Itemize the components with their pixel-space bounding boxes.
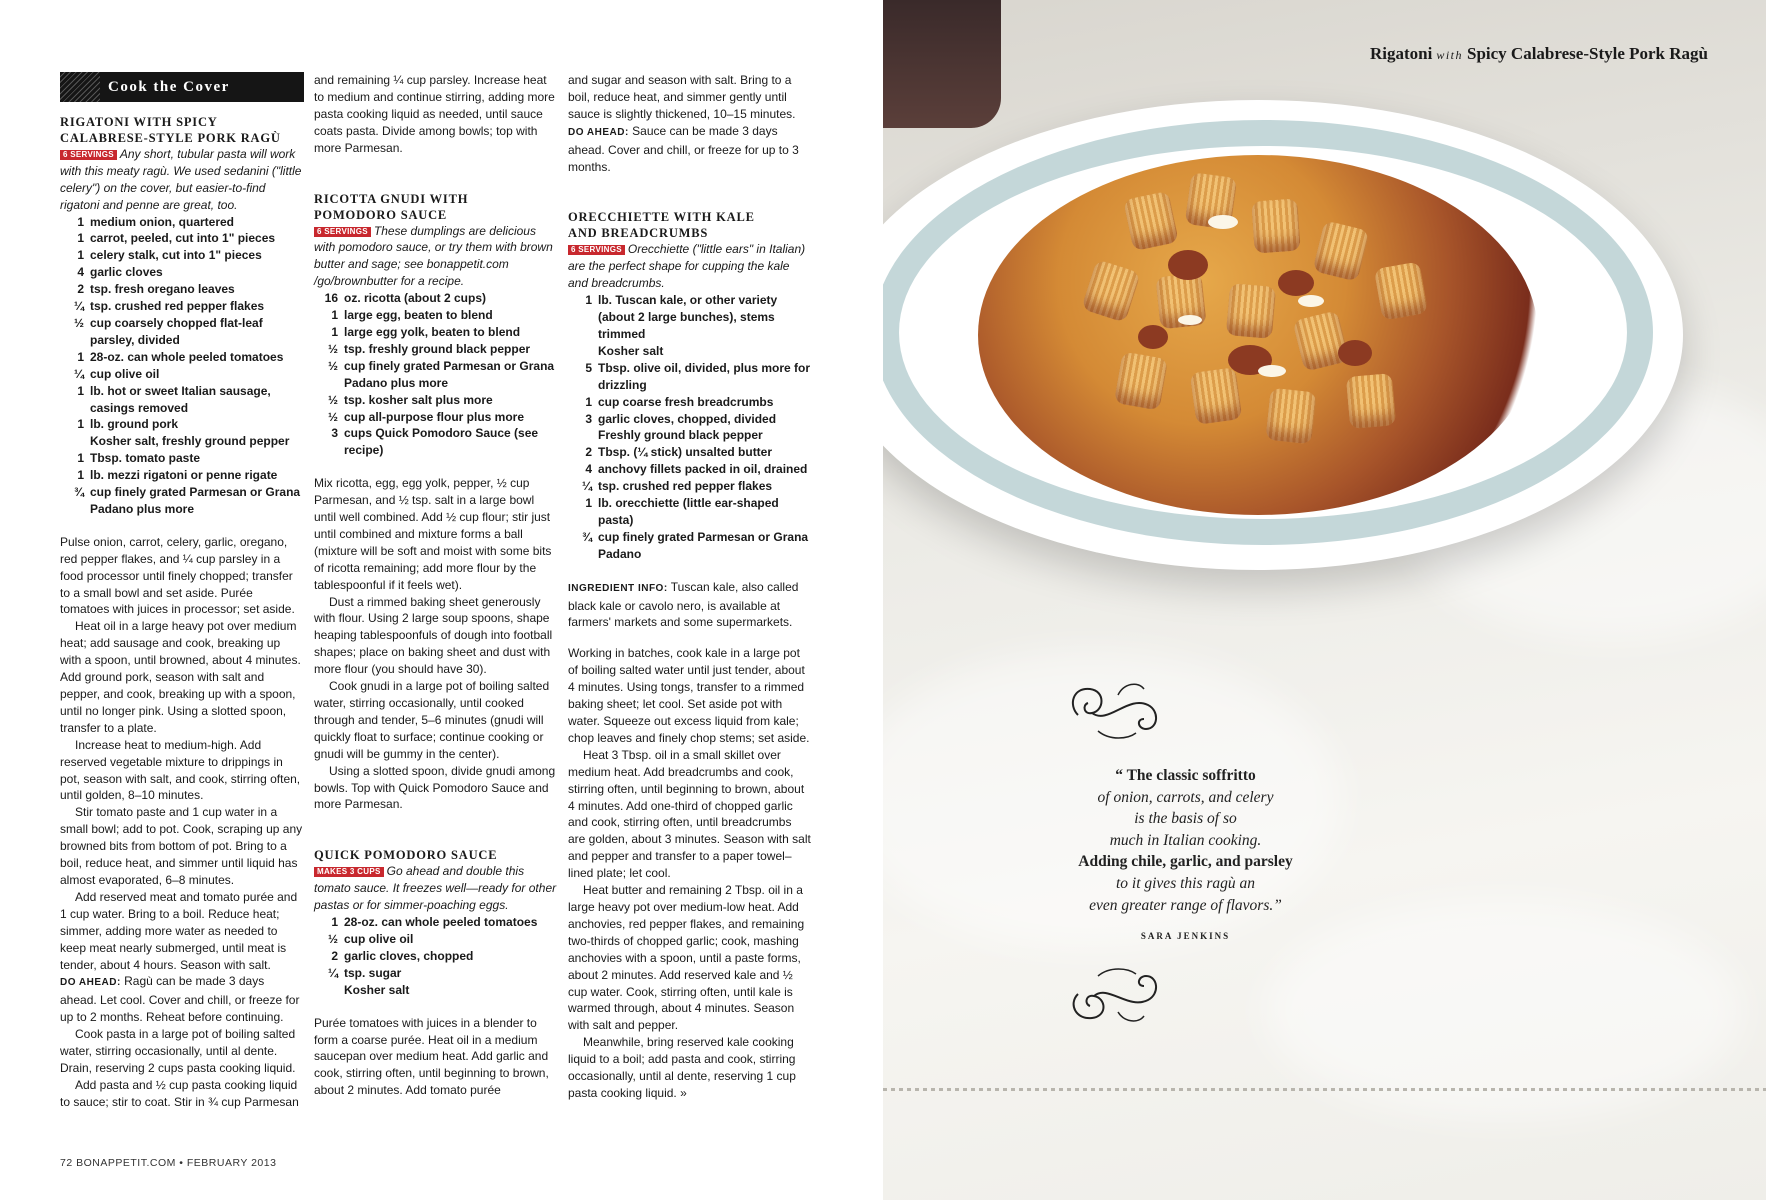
servings-badge: 6 SERVINGS [568, 245, 625, 255]
ingredient-item [60, 264, 304, 281]
ingredient-quantity: 1 [331, 308, 338, 323]
ingredient-item [568, 444, 812, 461]
rigatoni [1123, 191, 1179, 251]
method-paragraph: Mix ricotta, egg, egg yolk, pepper, ½ cup Parmesan, and ½ tsp. salt in a large bowl until well combined. Add ½ cup flour; stir just until combined and mixture forms a ball (mixture will be soft and moist with some bits of ricotta remaining; add more flour by the tablespoonful if it feels wet). [314, 476, 552, 592]
ingredient-item [314, 409, 558, 426]
ingredient-item [568, 529, 812, 563]
ingredient-text: cup all-purpose flour plus more [344, 409, 525, 424]
ingredient-item [314, 965, 558, 982]
ingredient-quantity: 1 [77, 383, 84, 398]
ingredient-text: large egg, beaten to blend [344, 308, 493, 323]
rigatoni [1312, 220, 1369, 282]
ingredient-quantity: 3 [585, 411, 592, 426]
recipe-intro: 6 SERVINGS These dumplings are delicious with pomodoro sauce, or try them with brown butter and sage; see bonappetit.com /go/brownbutter for a recipe. [314, 223, 553, 289]
ingredient-quantity: 2 [585, 445, 592, 460]
ingredient-item [60, 433, 304, 450]
cook-the-cover-banner: Cook the Cover [60, 72, 304, 102]
quote-line: much in Italian cooking. [1109, 831, 1262, 849]
ingredient-quantity: ½ [327, 341, 338, 356]
ingredient-quantity: ½ [73, 315, 84, 330]
ingredient-text: cup olive oil [90, 366, 160, 381]
quote-author: SARA JENKINS [1140, 931, 1231, 942]
method-paragraph: Pulse onion, carrot, celery, garlic, oregano, red pepper flakes, and ¼ cup parsley in a food processor until finely chopped; transfer to a small bowl and set aside. Purée tomatoes with juices in processor; set aside. [60, 534, 295, 617]
ingredient-item [314, 914, 558, 931]
ingredient-item [568, 292, 812, 343]
method-steps [314, 475, 558, 813]
method-steps-continued [60, 1026, 304, 1111]
method-paragraph: Stir tomato paste and 1 cup water in a small bowl; add to pot. Cook, scraping up any browned bits from bottom of pot. Bring to a boil, reduce heat, and simmer until liquid has almost evaporated, 6–8 minutes. [60, 805, 303, 887]
ingredient-quantity: 1 [77, 468, 84, 483]
ingredient-text: cups Quick Pomodoro Sauce (see recipe) [344, 426, 539, 458]
method-paragraph: Dust a rimmed baking sheet generously with flour. Using 2 large soup spoons, shape heaping tablespoonfuls of dough into football shapes; place on baking sheet and dust with more flour (you should have 30). [314, 594, 553, 677]
ingredient-text: carrot, peeled, cut into 1" pieces [90, 231, 276, 246]
ingredient-quantity: 16 [324, 291, 338, 306]
ingredient-quantity: 1 [585, 394, 592, 409]
recipe-intro: 6 SERVINGS Any short, tubular pasta will work with this meaty ragù. We used sedanini ("little celery") on the cover, but easier-to-find rigatoni and penne are great, too. [60, 146, 302, 212]
ingredient-quantity: 1 [77, 417, 84, 432]
ingredient-info: INGREDIENT INFO: Tuscan kale, also called black kale or cavolo nero, is available at farmers' markets and some supermarkets. [568, 579, 799, 630]
quote-line: to it gives this ragù an [1115, 874, 1256, 892]
method-paragraph: Increase heat to medium-high. Add reserved vegetable mixture to drippings in pot, season with salt, and cook, stirring often, until golden, 8–10 minutes. [60, 737, 301, 803]
ingredient-item [60, 467, 304, 484]
servings-badge: 6 SERVINGS [60, 150, 117, 160]
rigatoni [1265, 388, 1316, 445]
ingredient-text: garlic cloves, chopped [344, 948, 474, 963]
ingredient-item [568, 394, 812, 411]
method-continued: and remaining ¼ cup parsley. Increase heat to medium and continue stirring, adding more pasta cooking liquid as needed, until sauce coats pasta. Divide among bowls; top with more Parmesan. [314, 73, 555, 155]
ingredient-quantity: 1 [77, 214, 84, 229]
ingredient-item [60, 281, 304, 298]
ingredient-text: cup coarsely chopped flat-leaf parsley, divided [90, 315, 263, 347]
ingredient-text: lb. ground pork [90, 417, 178, 432]
ingredient-text: large egg yolk, beaten to blend [344, 324, 521, 339]
ingredient-item [314, 324, 558, 341]
ingredient-quantity: ¼ [327, 965, 338, 980]
ingredient-text: cup olive oil [344, 931, 414, 946]
ingredient-item [60, 230, 304, 247]
ingredient-quantity: ¾ [581, 529, 592, 544]
ingredient-quantity: 1 [331, 324, 338, 339]
ingredient-quantity: 3 [331, 426, 338, 441]
method-step: Purée tomatoes with juices in a blender to form a coarse purée. Heat oil in a medium saucepan over medium heat. Add garlic and cook, stirring often, until beginning to brown, about 2 minutes. Add tomato purée [314, 1015, 549, 1098]
page-folio: 72 BONAPPETIT.COM • FEBRUARY 2013 [60, 1157, 277, 1169]
ingredient-quantity: ¾ [73, 485, 84, 500]
ingredient-quantity: ½ [327, 392, 338, 407]
ingredient-item [314, 931, 558, 948]
ingredient-text: Tbsp. tomato paste [90, 451, 201, 466]
ingredient-quantity: 4 [585, 462, 592, 477]
recipe-title-orecchiette: ORECCHIETTE WITH KALE AND BREADCRUMBS [568, 210, 755, 241]
parmesan [1258, 365, 1286, 377]
do-ahead-note: DO AHEAD: Ragù can be made 3 days ahead. Let cool. Cover and chill, or freeze for up to 2 months. Reheat before continuing. [60, 974, 300, 1025]
ingredient-item [60, 366, 304, 383]
ingredient-quantity: 2 [77, 282, 84, 297]
method-paragraph: Add reserved meat and tomato purée and 1 cup water. Bring to a boil. Reduce heat; simmer, adding more water as needed to keep meat nearly submerged, until meat is tender, about 4 hours. Season with salt. [60, 889, 298, 972]
ragu-crumb [1338, 340, 1372, 366]
ingredient-item [60, 315, 304, 349]
method-paragraph: Cook gnudi in a large pot of boiling salted water, stirring occasionally, until cooked through and tender, 5–6 minutes (gnudi will quickly float to surface; continue cooking or gnudi will be gummy in the center). [314, 679, 550, 761]
ingredient-text: tsp. kosher salt plus more [344, 392, 493, 407]
flourish-ornament-top [1058, 675, 1178, 745]
ingredient-item [568, 461, 812, 478]
ingredient-list [314, 290, 558, 459]
ingredient-text: oz. ricotta (about 2 cups) [344, 291, 487, 306]
quote-line: Adding chile, garlic, and parsley [1078, 853, 1293, 871]
method-paragraph: Working in batches, cook kale in a large pot of boiling salted water until just tender, about 4 minutes. Using tongs, transfer to a rimmed baking sheet; let cool. Set aside pot with water. Squeeze out excess liquid from kale; chop leaves and finely chop stems; set aside. [568, 646, 810, 745]
ingredient-item [60, 383, 304, 417]
ingredient-text: cup finely grated Parmesan or Grana Padano plus more [344, 358, 555, 390]
ingredient-text: Tbsp. (¼ stick) unsalted butter [598, 445, 773, 460]
ingredient-text: cup coarse fresh breadcrumbs [598, 394, 774, 409]
ingredient-item [60, 450, 304, 467]
ingredient-text: celery stalk, cut into 1" pieces [90, 248, 262, 263]
ingredient-text: cup finely grated Parmesan or Grana Padano [598, 529, 809, 561]
ingredient-item [60, 484, 304, 518]
method-paragraph: Heat butter and remaining 2 Tbsp. oil in a large heavy pot over medium-low heat. Add anchovies, red pepper flakes, and remaining two-thirds of chopped garlic; cook, mashing anchovies with a spoon, until a paste forms, about 2 minutes. Add reserved kale and ½ cup water. Cook, stirring often, until kale is warmed through, about 4 minutes. Season with salt and pepper. [568, 883, 805, 1033]
recipe-title-pomodoro: QUICK POMODORO SAUCE [314, 848, 498, 863]
pasta-ragu [978, 155, 1538, 515]
ingredient-item [568, 343, 812, 360]
ragu-crumb [1278, 270, 1314, 296]
text-column-3 [568, 72, 812, 1102]
wine-glass [883, 0, 1001, 128]
text-column-1 [60, 72, 304, 1111]
method-paragraph: Using a slotted spoon, divide gnudi among bowls. Top with Quick Pomodoro Sauce and more Parmesan. [314, 763, 556, 812]
recipe-intro: MAKES 3 CUPS Go ahead and double this tomato sauce. It freezes well—ready for other pastas or for simmer-poaching eggs. [314, 864, 557, 913]
method-continued: and sugar and season with salt. Bring to a boil, reduce heat, and simmer gently until sauce is slightly thickened, 10–15 minutes. DO AHEAD: Sauce can be made 3 days ahead. Cover and chill, or freeze for up to 3 months. [568, 73, 799, 174]
ingredient-quantity: 2 [331, 948, 338, 963]
recipe-title-gnudi: RICOTTA GNUDI WITH POMODORO SAUCE [314, 191, 469, 222]
ingredient-quantity: 5 [585, 360, 592, 375]
ingredient-quantity: ¼ [73, 299, 84, 314]
ingredient-quantity: 1 [77, 451, 84, 466]
ingredient-text: tsp. freshly ground black pepper [344, 341, 531, 356]
yield-badge: MAKES 3 CUPS [314, 867, 384, 877]
parmesan [1208, 215, 1238, 229]
ingredient-item [314, 425, 558, 459]
ingredient-item [314, 358, 558, 392]
rigatoni [1251, 198, 1301, 253]
quote-line: even greater range of flavors.” [1089, 896, 1282, 914]
ingredient-list [314, 914, 558, 999]
ingredient-text: tsp. fresh oregano leaves [90, 282, 235, 297]
ingredient-item [314, 290, 558, 307]
ingredient-text: cup finely grated Parmesan or Grana Padano plus more [90, 485, 301, 516]
ingredient-item [568, 478, 812, 495]
method-paragraph: Cook pasta in a large pot of boiling salted water, stirring occasionally, until al dente. Drain, reserving 2 cups pasta cooking liquid. [60, 1027, 296, 1075]
rigatoni [1346, 373, 1396, 429]
recipe-title-rigatoni: RIGATONI WITH SPICY CALABRESE-STYLE PORK RAGÙ [60, 114, 281, 145]
parmesan [1178, 315, 1202, 325]
ingredient-text: tsp. crushed red pepper flakes [90, 299, 265, 314]
rigatoni [1374, 261, 1428, 320]
ingredient-text: lb. orecchiette (little ear-shaped pasta) [598, 496, 779, 527]
text-column-2 [314, 72, 558, 1099]
ragu-crumb [1138, 325, 1168, 349]
ingredient-item [314, 341, 558, 358]
ingredient-text: 28-oz. can whole peeled tomatoes [344, 915, 538, 930]
ingredient-item [314, 392, 558, 409]
servings-badge: 6 SERVINGS [314, 227, 371, 237]
ingredient-text: lb. hot or sweet Italian sausage, casings removed [90, 383, 271, 415]
ingredient-quantity: 1 [77, 349, 84, 364]
ingredient-text: tsp. crushed red pepper flakes [598, 479, 773, 494]
ingredient-text: Kosher salt [344, 982, 410, 997]
ingredient-text: medium onion, quartered [90, 214, 235, 229]
ingredient-text: lb. mezzi rigatoni or penne rigate [90, 468, 278, 483]
ingredient-quantity: ½ [327, 409, 338, 424]
ingredient-quantity: ¼ [73, 366, 84, 381]
ingredient-quantity: 1 [331, 915, 338, 930]
ingredient-text: tsp. sugar [344, 965, 402, 980]
ingredient-text: Tbsp. olive oil, divided, plus more for drizzling [598, 360, 811, 392]
ingredient-quantity: 4 [77, 265, 84, 280]
ingredient-quantity: 1 [585, 293, 592, 308]
recipe-intro: 6 SERVINGS Orecchiette ("little ears" in Italian) are the perfect shape for cupping the kale and breadcrumbs. [568, 242, 806, 291]
ingredient-text: anchovy fillets packed in oil, drained [598, 462, 808, 477]
ingredient-quantity: ¼ [581, 479, 592, 494]
ingredient-item [314, 948, 558, 965]
spread-title: Rigatoni with Spicy Calabrese-Style Pork Ragù [1369, 44, 1708, 63]
ingredient-text: Kosher salt, freshly ground pepper [90, 434, 290, 449]
pull-quote [973, 765, 1398, 948]
rigatoni [1114, 351, 1168, 410]
ingredient-item [60, 416, 304, 433]
ingredient-item [314, 982, 558, 999]
ingredient-item [60, 247, 304, 264]
rigatoni [1292, 310, 1349, 372]
ingredient-text: 28-oz. can whole peeled tomatoes [90, 349, 284, 364]
quote-line: of onion, carrots, and celery [1097, 788, 1274, 806]
method-steps [60, 534, 304, 974]
ingredient-quantity: 1 [77, 231, 84, 246]
photo-page [883, 0, 1766, 1200]
ingredient-quantity: ½ [327, 358, 338, 373]
rigatoni [1190, 367, 1243, 425]
ingredient-text: garlic cloves [90, 265, 163, 280]
method-paragraph: Meanwhile, bring reserved kale cooking liquid to a boil; add pasta and cook, stirring occasionally, until al dente, reserving 1 cup pasta cooking liquid. » [568, 1035, 796, 1100]
ingredient-text: lb. Tuscan kale, or other variety (about 2 large bunches), stems trimmed [598, 293, 778, 341]
ingredient-item [60, 349, 304, 366]
ingredient-item [60, 214, 304, 231]
ingredient-item [568, 495, 812, 529]
ingredient-text: Freshly ground black pepper [598, 428, 763, 443]
ingredient-item [568, 411, 812, 428]
ingredient-text: garlic cloves, chopped, divided [598, 411, 777, 426]
method-paragraph: Heat oil in a large heavy pot over medium heat; add sausage and cook, breaking up with a spoon, until browned, about 4 minutes. Add ground pork, season with salt and pepper, and cook, breaking up with a spoon, until no longer pink. Using a slotted spoon, transfer to a plate. [60, 619, 301, 735]
quote-line: is the basis of so [1134, 810, 1237, 828]
ingredient-text: Kosher salt [598, 343, 664, 358]
method-paragraph: Heat 3 Tbsp. oil in a small skillet over medium heat. Add breadcrumbs and cook, stirring often, until beginning to brown, about 4 minutes. Add one-third of chopped garlic and cook, stirring often, until breadcrumbs are golden, about 3 minutes. Season with salt and pepper and transfer to a paper towel–lined plate; let cool. [568, 747, 811, 881]
rigatoni [1081, 259, 1141, 323]
ingredient-quantity: 1 [77, 248, 84, 263]
ragu-crumb [1168, 250, 1208, 280]
method-paragraph: Add pasta and ½ cup pasta cooking liquid to sauce; stir to coat. Stir in ¾ cup Parmesan [60, 1077, 299, 1109]
ingredient-item [60, 298, 304, 315]
ingredient-item [314, 307, 558, 324]
quote-text [973, 765, 1398, 916]
flourish-ornament-bottom [1058, 960, 1178, 1030]
ingredient-list [60, 214, 304, 518]
rigatoni [1226, 283, 1276, 339]
method-steps [568, 645, 812, 1101]
parmesan [1298, 295, 1324, 307]
ingredient-item [568, 427, 812, 444]
ingredient-list [568, 292, 812, 563]
ingredient-quantity: ½ [327, 931, 338, 946]
hem-stitching [883, 1088, 1766, 1091]
ingredient-quantity: 1 [585, 496, 592, 511]
quote-line: “ The classic soffritto [1115, 767, 1256, 784]
ingredient-item [568, 360, 812, 394]
